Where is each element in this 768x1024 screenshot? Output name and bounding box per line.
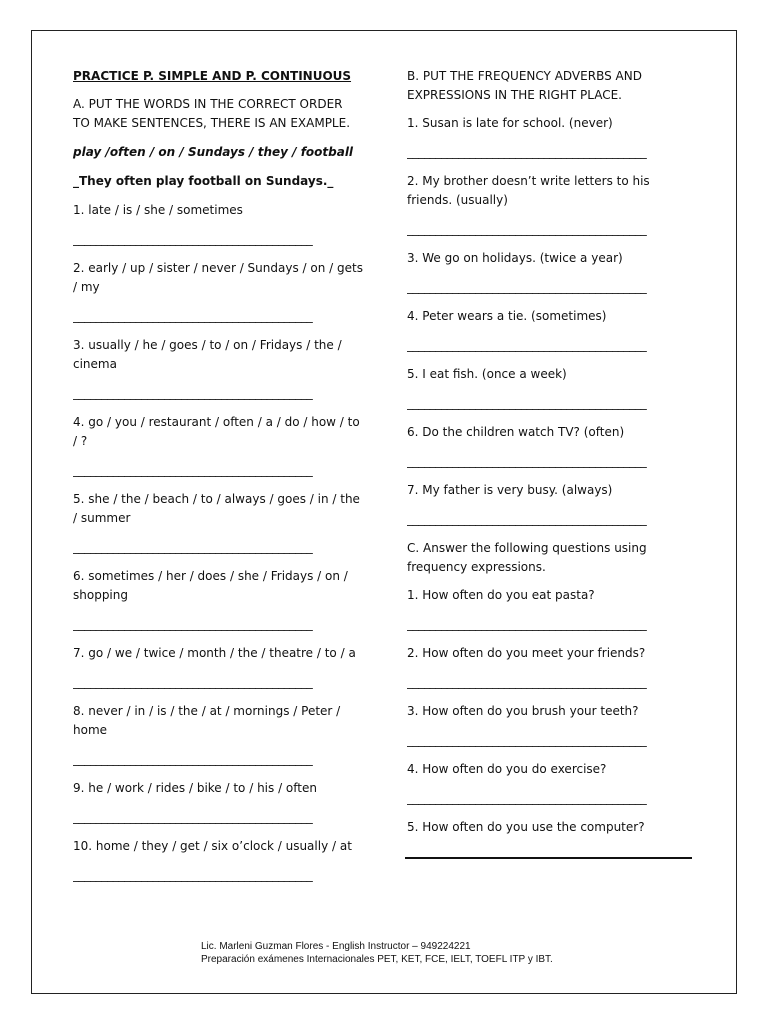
exercise-c-item-5: 5. How often do you use the computer? bbox=[407, 820, 645, 834]
example-answer: _They often play football on Sundays._ bbox=[73, 174, 334, 188]
answer-line[interactable]: __________________________________________ bbox=[407, 222, 647, 236]
exercise-b-item-4: 4. Peter wears a tie. (sometimes) bbox=[407, 309, 607, 323]
exercise-c-item-1: 1. How often do you eat pasta? bbox=[407, 588, 595, 602]
exercise-a-item-6: 6. sometimes / her / does / she / Fridays / on / shopping bbox=[73, 569, 348, 602]
answer-line[interactable]: __________________________________________ bbox=[407, 791, 647, 805]
answer-line[interactable]: __________________________________________ bbox=[73, 386, 313, 400]
answer-line[interactable]: __________________________________________ bbox=[407, 338, 647, 352]
answer-line[interactable]: __________________________________________ bbox=[73, 810, 313, 824]
exercise-a-item-8: 8. never / in / is / the / at / mornings / Peter / home bbox=[73, 704, 341, 737]
exercise-c-item-3: 3. How often do you brush your teeth? bbox=[407, 704, 639, 718]
exercise-a-item-3: 3. usually / he / goes / to / on / Fridays / the / cinema bbox=[73, 338, 342, 371]
exercise-b-item-2: 2. My brother doesn’t write letters to his friends. (usually) bbox=[407, 174, 650, 207]
section-c-instructions: C. Answer the following questions using frequency expressions. bbox=[407, 541, 647, 574]
section-b-instructions: B. PUT THE FREQUENCY ADVERBS AND EXPRESSIONS IN THE RIGHT PLACE. bbox=[407, 69, 642, 102]
exercise-a-item-10: 10. home / they / get / six o’clock / usually / at bbox=[73, 839, 352, 853]
answer-line[interactable]: __________________________________________ bbox=[73, 752, 313, 766]
example-prompt: play /often / on / Sundays / they / football bbox=[73, 145, 354, 159]
exercise-a-item-7: 7. go / we / twice / month / the / theatre / to / a bbox=[73, 646, 356, 660]
left-column bbox=[73, 67, 363, 885]
exercise-b-item-3: 3. We go on holidays. (twice a year) bbox=[407, 251, 623, 265]
exercise-b-item-6: 6. Do the children watch TV? (often) bbox=[407, 425, 625, 439]
worksheet-title: PRACTICE P. SIMPLE AND P. CONTINUOUS bbox=[73, 69, 352, 83]
exercise-b-item-1: 1. Susan is late for school. (never) bbox=[407, 116, 613, 130]
final-answer-line[interactable] bbox=[405, 857, 692, 859]
answer-line[interactable]: __________________________________________ bbox=[407, 617, 647, 631]
footer bbox=[201, 940, 553, 966]
exercise-a-item-5: 5. she / the / beach / to / always / goes / in / the / summer bbox=[73, 492, 360, 525]
answer-line[interactable]: __________________________________________ bbox=[407, 454, 647, 468]
exercise-a-item-9: 9. he / work / rides / bike / to / his / often bbox=[73, 781, 317, 795]
exercise-c-item-4: 4. How often do you do exercise? bbox=[407, 762, 607, 776]
footer-instructor: Lic. Marleni Guzman Flores - English Instructor – 949224221 bbox=[201, 941, 471, 952]
section-a-instructions: A. PUT THE WORDS IN THE CORRECT ORDER TO MAKE SENTENCES, THERE IS AN EXAMPLE. bbox=[73, 97, 351, 130]
answer-line[interactable]: __________________________________________ bbox=[73, 463, 313, 477]
answer-line[interactable]: __________________________________________ bbox=[73, 675, 313, 689]
exercise-b-item-5: 5. I eat fish. (once a week) bbox=[407, 367, 567, 381]
exercise-c-item-2: 2. How often do you meet your friends? bbox=[407, 646, 646, 660]
exercise-a-item-2: 2. early / up / sister / never / Sundays / on / gets / my bbox=[73, 261, 363, 294]
footer-exams: Preparación exámenes Internacionales PET, KET, FCE, IELT, TOEFL ITP y IBT. bbox=[201, 954, 553, 965]
exercise-b-item-7: 7. My father is very busy. (always) bbox=[407, 483, 613, 497]
right-column bbox=[407, 67, 697, 837]
answer-line[interactable]: __________________________________________ bbox=[73, 540, 313, 554]
answer-line[interactable]: __________________________________________ bbox=[73, 617, 313, 631]
answer-line[interactable]: __________________________________________ bbox=[407, 280, 647, 294]
answer-line[interactable]: __________________________________________ bbox=[73, 232, 313, 246]
answer-line[interactable]: __________________________________________ bbox=[407, 733, 647, 747]
exercise-a-item-1: 1. late / is / she / sometimes bbox=[73, 203, 243, 217]
answer-line[interactable]: __________________________________________ bbox=[407, 512, 647, 526]
exercise-a-item-4: 4. go / you / restaurant / often / a / do / how / to / ? bbox=[73, 415, 360, 448]
answer-line[interactable]: __________________________________________ bbox=[407, 675, 647, 689]
answer-line[interactable]: __________________________________________ bbox=[73, 309, 313, 323]
answer-line[interactable]: __________________________________________ bbox=[407, 396, 647, 410]
answer-line[interactable]: __________________________________________ bbox=[73, 868, 313, 882]
answer-line[interactable]: __________________________________________ bbox=[407, 145, 647, 159]
